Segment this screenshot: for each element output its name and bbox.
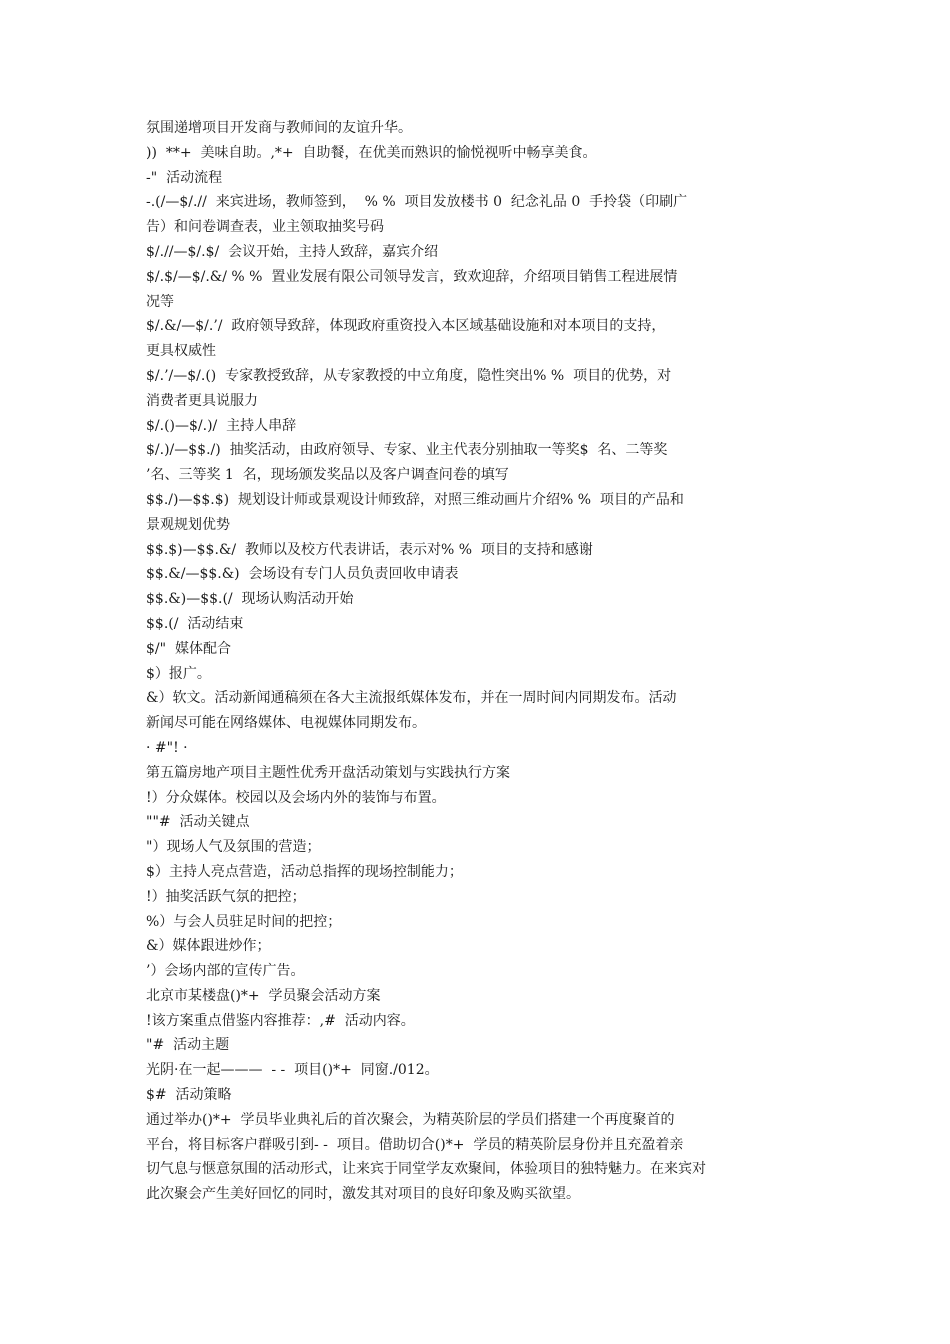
- text-line: 通过举办()*+ 学员毕业典礼后的首次聚会，为精英阶层的学员们搭建一个再度聚首的: [146, 1111, 675, 1128]
- text-line: · #"! ·: [146, 739, 188, 756]
- text-line: ’名、三等奖 1 名，现场颁发奖品以及客户调查问卷的填写: [146, 467, 509, 484]
- text-line: $/.//—$/.$/ 会议开始，主持人致辞，嘉宾介绍: [146, 243, 439, 260]
- text-line: -.(/—$/.// 来宾进场，教师签到， % % 项目发放楼书 0 纪念礼品 0 手拎袋（印刷广: [146, 194, 688, 211]
- text-line: $/.$/—$/.&/ % % 置业发展有限公司领导发言，致欢迎辞，介绍项目销售工程进展情: [146, 268, 678, 285]
- text-line: 新闻尽可能在网络媒体、电视媒体同期发布。: [146, 715, 426, 732]
- text-line: $$./)—$$.$) 规划设计师或景观设计师致辞，对照三维动画片介绍% % 项目的产品和: [146, 491, 684, 508]
- text-line: 北京市某楼盘()*+ 学员聚会活动方案: [146, 987, 381, 1004]
- text-line: $）报广。: [146, 665, 211, 682]
- text-line: %）与会人员驻足时间的把控；: [146, 913, 342, 930]
- text-line: 切气息与惬意氛围的活动形式，让来宾于同堂学友欢聚间，体验项目的独特魅力。在来宾对: [146, 1161, 706, 1178]
- text-line: &）软文。活动新闻通稿须在各大主流报纸媒体发布，并在一周时间内同期发布。活动: [146, 690, 677, 707]
- text-line: $/.&/—$/.’/ 政府领导致辞，体现政府重资投入本区域基础设施和对本项目的支持，: [146, 318, 666, 335]
- text-line: 光阴·在一起——— - - 项目()*+ 同窗./012。: [146, 1062, 439, 1079]
- text-line: 更具权威性: [146, 343, 216, 360]
- text-line: $$.&)—$$.(/ 现场认购活动开始: [146, 591, 354, 608]
- document-body: [146, 116, 806, 1207]
- text-line: -" 活动流程: [146, 169, 223, 186]
- text-line: $$.(/ 活动结束: [146, 615, 244, 632]
- text-line: 氛围递增项目开发商与教师间的友谊升华。: [146, 120, 412, 136]
- text-line: 此次聚会产生美好回忆的同时，激发其对项目的良好印象及购买欲望。: [146, 1186, 580, 1203]
- text-line: !）抽奖活跃气氛的把控；: [146, 888, 306, 905]
- text-line: $/.)/—$$./) 抽奖活动，由政府领导、专家、业主代表分别抽取一等奖$ 名、二等奖: [146, 442, 668, 459]
- text-line: 告）和问卷调查表，业主领取抽奖号码: [146, 219, 384, 236]
- text-line: 况等: [146, 293, 174, 310]
- text-line: $# 活动策略: [146, 1087, 232, 1104]
- text-line: "）现场人气及氛围的营造；: [146, 839, 321, 856]
- text-line: 第五篇房地产项目主题性优秀开盘活动策划与实践执行方案: [146, 764, 510, 781]
- text-line: $$.$)—$$.&/ 教师以及校方代表讲话，表示对% % 项目的支持和感谢: [146, 541, 593, 558]
- text-line: $/.’/—$/.() 专家教授致辞，从专家教授的中立角度，隐性突出% % 项目的优势，对: [146, 367, 672, 384]
- text-line: $）主持人亮点营造，活动总指挥的现场控制能力；: [146, 863, 463, 880]
- text-line: $$.&/—$$.&) 会场设有专门人员负责回收申请表: [146, 566, 459, 583]
- text-line: !该方案重点借鉴内容推荐：,# 活动内容。: [146, 1012, 415, 1029]
- text-line: $/" 媒体配合: [146, 640, 231, 657]
- text-line: !）分众媒体。校园以及会场内外的装饰与布置。: [146, 789, 446, 806]
- text-line: 消费者更具说服力: [146, 392, 258, 409]
- text-line: 景观规划优势: [146, 516, 230, 533]
- text-line: &）媒体跟进炒作；: [146, 938, 271, 955]
- text-line: "# 活动主题: [146, 1037, 230, 1054]
- text-line: 平台，将目标客户群吸引到- - 项目。借助切合()*+ 学员的精英阶层身份并且充盈着亲: [146, 1136, 684, 1153]
- text-line: )) **+ 美味自助。,*+ 自助餐，在优美而熟识的愉悦视听中畅享美食。: [146, 144, 597, 161]
- text-line: $/.()—$/.)/ 主持人串辞: [146, 417, 297, 434]
- text-line: ""# 活动关键点: [146, 814, 250, 831]
- text-line: ’）会场内部的宣传广告。: [146, 963, 305, 980]
